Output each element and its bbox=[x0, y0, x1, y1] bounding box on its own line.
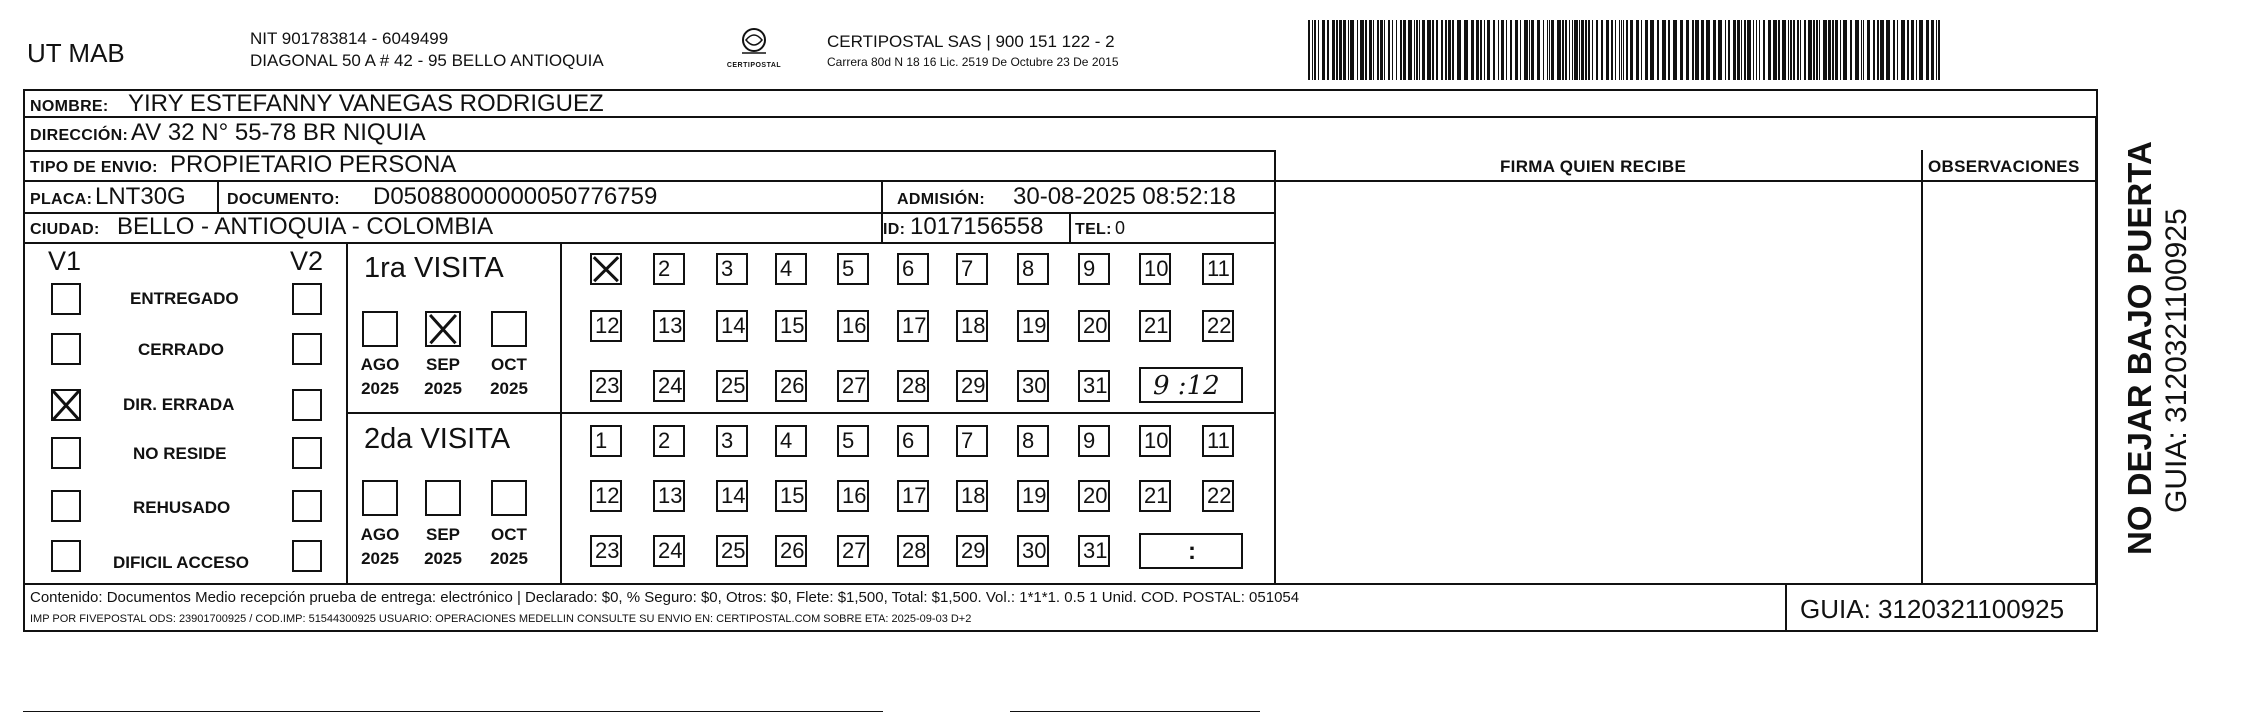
visit1-time: 9 :12 bbox=[1153, 371, 1220, 401]
bottom-cut-line-right bbox=[1010, 711, 1260, 712]
visit1-day-24[interactable]: 24 bbox=[653, 370, 685, 402]
visit2-time-box[interactable] bbox=[1139, 533, 1243, 569]
observations-header: OBSERVACIONES bbox=[1928, 157, 2080, 176]
status-entregado: ENTREGADO bbox=[130, 289, 239, 308]
visit2-day-16[interactable]: 16 bbox=[837, 480, 869, 512]
visit1-day-12[interactable]: 12 bbox=[590, 310, 622, 342]
visit2-month-sep-checkbox[interactable] bbox=[425, 480, 461, 516]
carrier-logo bbox=[726, 26, 782, 72]
visit1-day-11[interactable]: 11 bbox=[1202, 253, 1234, 285]
tel-value: 0 bbox=[1115, 218, 1126, 238]
visit1-day-4[interactable]: 4 bbox=[775, 253, 807, 285]
company-name: UT MAB bbox=[27, 38, 125, 68]
v1-rehusado-checkbox[interactable] bbox=[51, 490, 81, 522]
visit2-day-11[interactable]: 11 bbox=[1202, 425, 1234, 457]
visit1-day-6[interactable]: 6 bbox=[897, 253, 929, 285]
visit2-day-4[interactable]: 4 bbox=[775, 425, 807, 457]
visit2-day-14[interactable]: 14 bbox=[716, 480, 748, 512]
visit1-day-29[interactable]: 29 bbox=[956, 370, 988, 402]
visit1-day-23[interactable]: 23 bbox=[590, 370, 622, 402]
plate-value: LNT30G bbox=[95, 183, 186, 210]
visit2-month-oct: OCT bbox=[491, 525, 527, 544]
visit2-day-23[interactable]: 23 bbox=[590, 535, 622, 567]
signature-header: FIRMA QUIEN RECIBE bbox=[1500, 157, 1687, 176]
visit1-day-31[interactable]: 31 bbox=[1078, 370, 1110, 402]
visit1-day-18[interactable]: 18 bbox=[956, 310, 988, 342]
visit1-day-30[interactable]: 30 bbox=[1017, 370, 1049, 402]
footer-print-info: IMP POR FIVEPOSTAL ODS: 23901700925 / COD.IMP: 51544300925 USUARIO: OPERACIONES MEDELLIN CONSULTE SU ENVIO EN: CERTIPOSTAL.COM SOBRE ETA: 2025-09-03 D+2 bbox=[30, 613, 972, 625]
footer-guia: GUIA: 3120321100925 bbox=[1800, 594, 2065, 624]
visit2-day-22[interactable]: 22 bbox=[1202, 480, 1234, 512]
visit1-month-ago-checkbox[interactable] bbox=[362, 311, 398, 347]
visit1-day-21[interactable]: 21 bbox=[1139, 310, 1171, 342]
status-dificil-acceso: DIFICIL ACCESO bbox=[113, 553, 250, 572]
visit2-day-18[interactable]: 18 bbox=[956, 480, 988, 512]
visit2-day-21[interactable]: 21 bbox=[1139, 480, 1171, 512]
visit1-year-oct: 2025 bbox=[490, 379, 528, 398]
side-guia: GUIA: 3120321100925 bbox=[2160, 208, 2193, 513]
visit2-month-ago: AGO bbox=[360, 525, 400, 544]
name-value: YIRY ESTEFANNY VANEGAS RODRIGUEZ bbox=[128, 90, 604, 117]
visit2-day-29[interactable]: 29 bbox=[956, 535, 988, 567]
visit1-day-5[interactable]: 5 bbox=[837, 253, 869, 285]
visit2-day-20[interactable]: 20 bbox=[1078, 480, 1110, 512]
city-label: CIUDAD: bbox=[30, 221, 100, 238]
visit1-day-17[interactable]: 17 bbox=[897, 310, 929, 342]
visit1-day-14[interactable]: 14 bbox=[716, 310, 748, 342]
v2-cerrado-checkbox[interactable] bbox=[292, 333, 322, 365]
name-label: NOMBRE: bbox=[30, 98, 109, 115]
visit2-day-10[interactable]: 10 bbox=[1139, 425, 1171, 457]
id-label: ID: bbox=[883, 221, 906, 238]
v1-dificil-acceso-checkbox[interactable] bbox=[51, 540, 81, 572]
visit1-day-20[interactable]: 20 bbox=[1078, 310, 1110, 342]
footer-contents: Contenido: Documentos Medio recepción prueba de entrega: electrónico | Declarado: $0, % Seguro: $0, Otros: $0, Flete: $1,500, Total: $1,500. Vol.: 1*1*1. 0.5 1 Unid. COD. POSTAL: 051054 bbox=[30, 589, 1300, 606]
v2-dir-errada-checkbox[interactable] bbox=[292, 389, 322, 421]
admission-value: 30-08-2025 08:52:18 bbox=[1013, 183, 1236, 210]
visit2-month-sep: SEP bbox=[425, 525, 461, 544]
visit1-day-7[interactable]: 7 bbox=[956, 253, 988, 285]
visit1-day-13[interactable]: 13 bbox=[653, 310, 685, 342]
carrier-license: Carrera 80d N 18 16 Lic. 2519 De Octubre 23 De 2015 bbox=[827, 55, 1119, 69]
status-dir-errada: DIR. ERRADA bbox=[123, 395, 235, 414]
visit1-day-19[interactable]: 19 bbox=[1017, 310, 1049, 342]
visit2-day-26[interactable]: 26 bbox=[775, 535, 807, 567]
admission-label: ADMISIÓN: bbox=[897, 191, 986, 208]
visit1-day-16[interactable]: 16 bbox=[837, 310, 869, 342]
visit1-day-3[interactable]: 3 bbox=[716, 253, 748, 285]
logo-text: CERTIPOSTAL bbox=[726, 62, 782, 69]
visit1-day-8[interactable]: 8 bbox=[1017, 253, 1049, 285]
visit2-day-24[interactable]: 24 bbox=[653, 535, 685, 567]
visit2-day-30[interactable]: 30 bbox=[1017, 535, 1049, 567]
v1-entregado-checkbox[interactable] bbox=[51, 283, 81, 315]
visit1-year-sep: 2025 bbox=[424, 379, 462, 398]
company-nit: NIT 901783814 - 6049499 bbox=[250, 29, 449, 48]
v2-rehusado-checkbox[interactable] bbox=[292, 490, 322, 522]
visit2-day-19[interactable]: 19 bbox=[1017, 480, 1049, 512]
visit2-day-28[interactable]: 28 bbox=[897, 535, 929, 567]
tel-box bbox=[1069, 212, 1073, 242]
visit1-day-26[interactable]: 26 bbox=[775, 370, 807, 402]
visit2-day-1[interactable]: 1 bbox=[590, 425, 622, 457]
visit1-day-27[interactable]: 27 bbox=[837, 370, 869, 402]
address-value: AV 32 N° 55-78 BR NIQUIA bbox=[131, 119, 426, 146]
visit2-title: 2da VISITA bbox=[364, 423, 511, 455]
visit1-month-oct-checkbox[interactable] bbox=[491, 311, 527, 347]
visit1-month-ago: AGO bbox=[360, 355, 400, 374]
status-cerrado: CERRADO bbox=[138, 340, 224, 359]
id-value: 1017156558 bbox=[910, 213, 1044, 240]
city-value: BELLO - ANTIOQUIA - COLOMBIA bbox=[117, 213, 494, 240]
visit1-month-sep-checkbox[interactable] bbox=[425, 311, 461, 347]
plate-label: PLACA: bbox=[30, 191, 93, 208]
visit2-day-2[interactable]: 2 bbox=[653, 425, 685, 457]
visit1-day-15[interactable]: 15 bbox=[775, 310, 807, 342]
doc-value: D05088000000050776759 bbox=[373, 183, 658, 210]
visit1-time-box[interactable] bbox=[1139, 367, 1243, 403]
visit2-day-25[interactable]: 25 bbox=[716, 535, 748, 567]
visit2-day-31[interactable]: 31 bbox=[1078, 535, 1110, 567]
visit2-day-8[interactable]: 8 bbox=[1017, 425, 1049, 457]
visit1-day-1[interactable] bbox=[590, 253, 622, 285]
v2-label: V2 bbox=[290, 246, 324, 276]
doc-label: DOCUMENTO: bbox=[227, 191, 340, 208]
visit2-day-7[interactable]: 7 bbox=[956, 425, 988, 457]
visit1-day-2[interactable]: 2 bbox=[653, 253, 685, 285]
side-warning: NO DEJAR BAJO PUERTA bbox=[2121, 141, 2158, 555]
visit2-month-ago-checkbox[interactable] bbox=[362, 480, 398, 516]
v2-no-reside-checkbox[interactable] bbox=[292, 437, 322, 469]
visit1-day-25[interactable]: 25 bbox=[716, 370, 748, 402]
bottom-cut-line-left bbox=[23, 711, 883, 712]
v1-cerrado-checkbox[interactable] bbox=[51, 333, 81, 365]
v1-no-reside-checkbox[interactable] bbox=[51, 437, 81, 469]
company-address: DIAGONAL 50 A # 42 - 95 BELLO ANTIOQUIA bbox=[250, 51, 604, 70]
visit1-day-22[interactable]: 22 bbox=[1202, 310, 1234, 342]
type-label: TIPO DE ENVIO: bbox=[30, 159, 158, 176]
visit1-day-28[interactable]: 28 bbox=[897, 370, 929, 402]
visit2-day-13[interactable]: 13 bbox=[653, 480, 685, 512]
visit2-day-5[interactable]: 5 bbox=[837, 425, 869, 457]
status-rehusado: REHUSADO bbox=[133, 498, 231, 517]
visit1-title: 1ra VISITA bbox=[364, 252, 504, 284]
type-value: PROPIETARIO PERSONA bbox=[170, 151, 457, 178]
visit2-year-oct: 2025 bbox=[490, 549, 528, 568]
visit2-day-15[interactable]: 15 bbox=[775, 480, 807, 512]
visit2-day-6[interactable]: 6 bbox=[897, 425, 929, 457]
barcode bbox=[1308, 20, 1944, 80]
carrier-name: CERTIPOSTAL SAS | 900 151 122 - 2 bbox=[827, 32, 1115, 51]
visit1-month-oct: OCT bbox=[491, 355, 527, 374]
tel-label: TEL: bbox=[1075, 221, 1112, 238]
visit2-day-17[interactable]: 17 bbox=[897, 480, 929, 512]
v1-dir-errada-checkbox[interactable] bbox=[51, 389, 81, 421]
v2-entregado-checkbox[interactable] bbox=[292, 283, 322, 315]
visit2-day-3[interactable]: 3 bbox=[716, 425, 748, 457]
visit1-year-ago: 2025 bbox=[361, 379, 399, 398]
visit2-time: : bbox=[1188, 538, 1196, 565]
v2-dificil-acceso-checkbox[interactable] bbox=[292, 540, 322, 572]
status-no-reside: NO RESIDE bbox=[133, 444, 227, 463]
visit1-day-9[interactable]: 9 bbox=[1078, 253, 1110, 285]
visit2-year-ago: 2025 bbox=[361, 549, 399, 568]
visit2-day-27[interactable]: 27 bbox=[837, 535, 869, 567]
v1-label: V1 bbox=[48, 246, 82, 276]
visit1-day-10[interactable]: 10 bbox=[1139, 253, 1171, 285]
visit1-month-sep: SEP bbox=[425, 355, 461, 374]
visit2-year-sep: 2025 bbox=[424, 549, 462, 568]
visit2-month-oct-checkbox[interactable] bbox=[491, 480, 527, 516]
visit2-day-9[interactable]: 9 bbox=[1078, 425, 1110, 457]
address-label: DIRECCIÓN: bbox=[30, 127, 129, 144]
visit2-day-12[interactable]: 12 bbox=[590, 480, 622, 512]
